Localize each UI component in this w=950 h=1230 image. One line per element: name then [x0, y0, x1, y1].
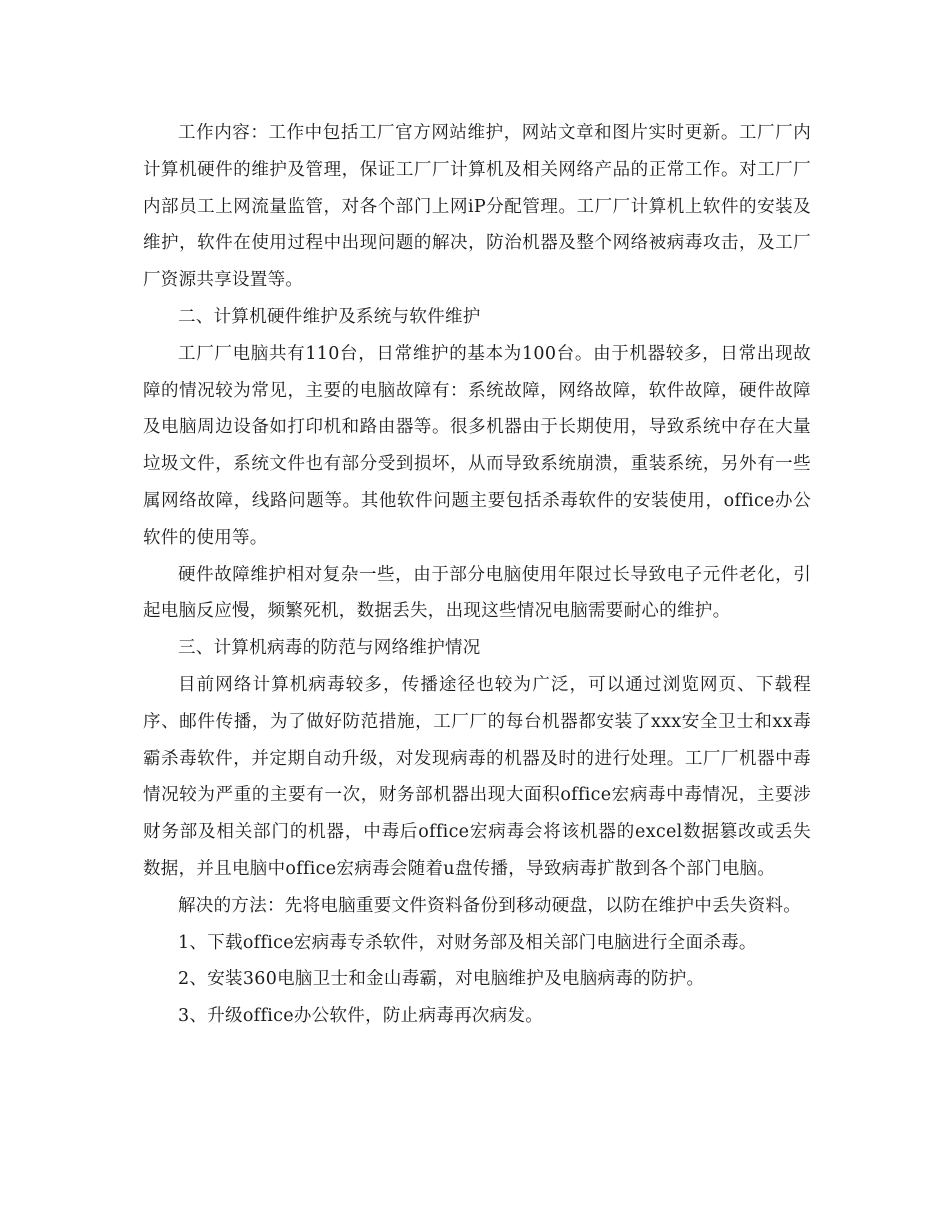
document-body	[143, 115, 811, 1035]
paragraph-solution: 解决的方法：先将电脑重要文件资料备份到移动硬盘，以防在维护中丢失资料。	[178, 895, 801, 916]
paragraph-hardware-fault: 硬件故障维护相对复杂一些，由于部分电脑使用年限过长导致电子元件老化，引起电脑反应慢，频繁死机，数据丢失，出现这些情况电脑需要耐心的维护。	[143, 564, 811, 622]
paragraph-virus-status: 目前网络计算机病毒较多，传播途径也较为广泛，可以通过浏览网页、下载程序、邮件传播，为了做好防范措施，工厂厂的每台机器都安装了xxx安全卫士和xx毒霸杀毒软件，并定期自动升级，对发现病毒的机器及时的进行处理。工厂厂机器中毒情况较为严重的主要有一次，财务部机器出现大面积office宏病毒中毒情况，主要涉财务部及相关部门的机器，中毒后office宏病毒会将该机器的excel数据篡改或丢失数据，并且电脑中office宏病毒会随着u盘传播，导致病毒扩散到各个部门电脑。	[143, 674, 811, 879]
list-item-step-2: 2、安装360电脑卫士和金山毒霸，对电脑维护及电脑病毒的防护。	[178, 969, 705, 990]
list-item-step-3: 3、升级office办公软件，防止病毒再次病发。	[178, 1006, 544, 1027]
section-heading-virus: 三、计算机病毒的防范与网络维护情况	[178, 638, 481, 659]
paragraph-work-content: 工作内容：工作中包括工厂官方网站维护，网站文章和图片实时更新。工厂厂内计算机硬件的维护及管理，保证工厂厂计算机及相关网络产品的正常工作。对工厂厂内部员工上网流量监管，对各个部门上网iP分配管理。工厂厂计算机上软件的安装及维护，软件在使用过程中出现问题的解决，防治机器及整个网络被病毒攻击，及工厂厂资源共享设置等。	[143, 123, 811, 291]
section-heading-hardware: 二、计算机硬件维护及系统与软件维护	[178, 306, 481, 327]
paragraph-computer-count: 工厂厂电脑共有110台，日常维护的基本为100台。由于机器较多，日常出现故障的情况较为常见，主要的电脑故障有：系统故障，网络故障，软件故障，硬件故障及电脑周边设备如打印机和路由器等。很多机器由于长期使用，导致系统中存在大量垃圾文件，系统文件也有部分受到损坏，从而导致系统崩溃，重装系统，另外有一些属网络故障，线路问题等。其他软件问题主要包括杀毒软件的安装使用，office办公软件的使用等。	[143, 343, 811, 548]
list-item-step-1: 1、下载office宏病毒专杀软件，对财务部及相关部门电脑进行全面杀毒。	[178, 932, 757, 953]
